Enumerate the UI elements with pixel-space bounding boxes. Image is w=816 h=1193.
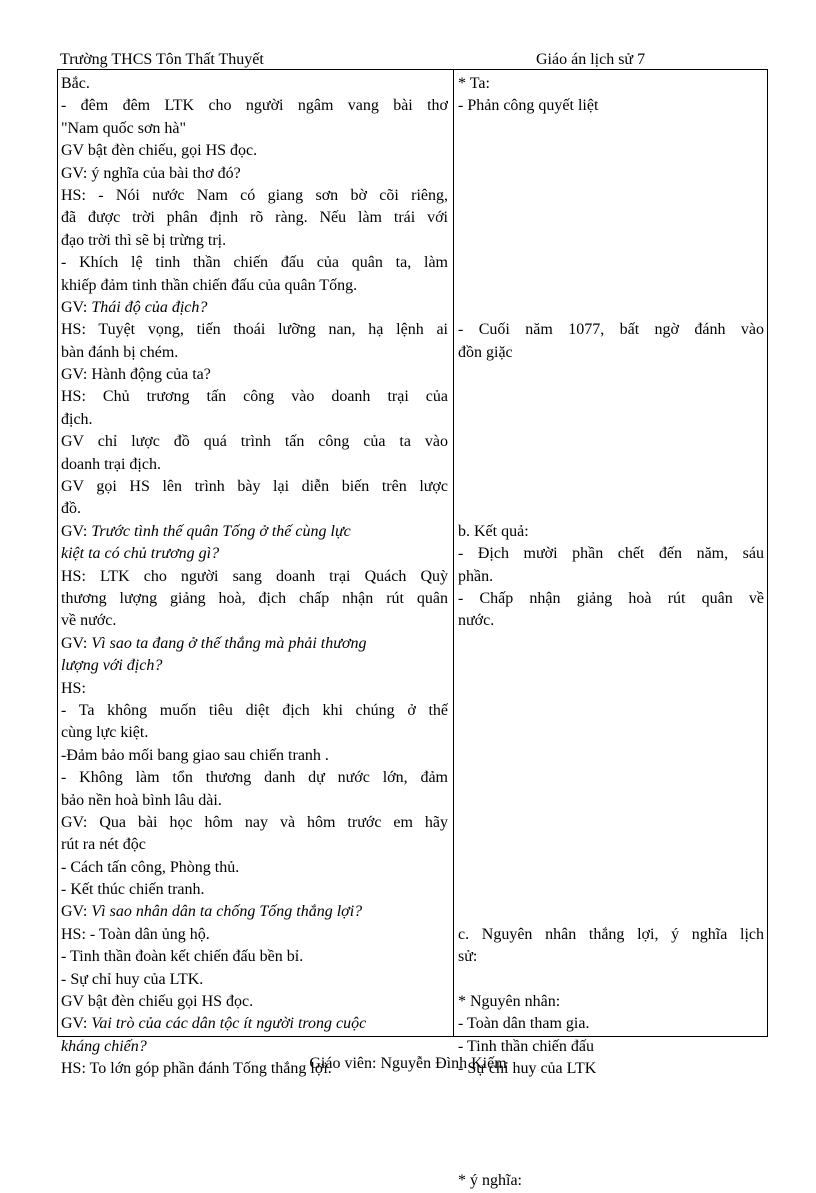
gv-prefix: GV:	[61, 1015, 88, 1033]
question-text: Thái độ của địch?	[91, 298, 208, 316]
meaning-heading: * ý nghĩa:	[458, 1172, 522, 1190]
text-line: đã được trời phân định rõ ràng. Nếu làm trái với	[61, 209, 448, 227]
gv-prefix: GV:	[61, 298, 88, 316]
text-line: về nước.	[61, 612, 117, 630]
text-line: HS: Tuyệt vọng, tiến thoái lưỡng nan, hạ lệnh ai	[61, 321, 448, 339]
cause-heading: c. Nguyên nhân thắng lợi, ý nghĩa lịch	[458, 925, 764, 943]
text-line: GV gọi HS lên trình bày lại diễn biến trên lược	[61, 478, 448, 496]
text-line: cùng lực kiệt.	[61, 724, 149, 742]
text-line: HS: - Toàn dân ủng hộ.	[61, 925, 210, 943]
text-line: GV: Hành động của ta?	[61, 366, 211, 384]
text-line: đạo trời thì sẽ bị trừng trị.	[61, 231, 227, 249]
question-text: Vì sao ta đang ở thế thắng mà phải thương	[91, 634, 367, 652]
question-text: Vì sao nhân dân ta chống Tống thắng lợi?	[91, 903, 363, 921]
text-line: - Cách tấn công, Phòng thủ.	[61, 858, 240, 876]
text-line: - Chấp nhận giảng hoà rút quân về	[458, 589, 764, 607]
page-header	[60, 50, 770, 70]
text-line: bảo nền hoà bình lâu dài.	[61, 791, 222, 809]
text-line: khiếp đảm tinh thần chiến đấu của quân Tống.	[61, 276, 358, 294]
ta-heading: * Ta:	[458, 75, 490, 92]
text-line: - Tinh thần đoàn kết chiến đấu bền bỉ.	[61, 948, 304, 966]
text-line: - Địch mười phần chết đến năm, sáu	[458, 545, 764, 563]
text-line: "Nam quốc sơn hà"	[61, 119, 187, 137]
text-line: GV bật đèn chiếu, gọi HS đọc.	[61, 142, 258, 160]
result-heading: b. Kết quả:	[458, 522, 529, 540]
text-line: HS: Chủ trương tấn công vào doanh trại của	[61, 388, 448, 406]
text-line	[61, 901, 448, 923]
text-line: - Ta không muốn tiêu diệt địch khi chúng ở thế	[61, 701, 448, 719]
text-line: bàn đánh bị chém.	[61, 343, 179, 361]
gv-prefix: GV:	[61, 522, 88, 540]
cause-subheading: * Nguyên nhân:	[458, 993, 561, 1011]
subject-title: Giáo án lịch sử 7	[536, 51, 646, 68]
gv-prefix: GV:	[61, 634, 88, 652]
text-line: địch.	[61, 410, 93, 428]
text-line: - Phản công quyết liệt	[458, 97, 599, 115]
text-line	[61, 1013, 448, 1035]
text-line: HS: - Nói nước Nam có giang sơn bờ cõi riêng,	[61, 186, 448, 204]
text-line: đồ.	[61, 500, 81, 518]
text-line: - Khích lệ tinh thần chiến đấu của quân ta, làm	[61, 254, 448, 272]
gv-prefix: GV:	[61, 903, 88, 921]
column-divider	[453, 70, 454, 1036]
page-footer: Giáo viên: Nguyễn Đình Kiếm	[309, 1055, 507, 1072]
question-text-line: kiệt ta có chủ trương gì?	[61, 545, 220, 563]
text-line: - Sự chỉ huy của LTK.	[61, 970, 204, 988]
text-line: doanh trại địch.	[61, 455, 161, 473]
text-line: Bắc.	[61, 75, 90, 92]
text-line: - Toàn dân tham gia.	[458, 1015, 590, 1033]
text-line: GV: ý nghĩa của bài thơ đó?	[61, 164, 241, 182]
text-line: nước.	[458, 612, 495, 630]
school-name: Trường THCS Tôn Thất Thuyết	[60, 51, 264, 68]
text-line: -Đảm bảo mối bang giao sau chiến tranh .	[61, 746, 329, 764]
question-text-line: kháng chiến?	[61, 1037, 147, 1055]
text-line: - Không làm tổn thương danh dự nước lớn, đảm	[61, 769, 448, 787]
text-line	[61, 297, 448, 319]
question-text: Vai trò của các dân tộc ít người trong cuộc	[91, 1015, 367, 1033]
text-line	[61, 521, 448, 543]
text-line: HS: To lớn góp phần đánh Tống thắng lợi.	[61, 1060, 332, 1078]
text-line: HS:	[61, 679, 86, 697]
question-text-line: lượng với địch?	[61, 657, 163, 675]
text-line: - Kết thúc chiến tranh.	[61, 881, 205, 899]
text-line: - đêm đêm LTK cho người ngâm vang bài thơ	[61, 97, 448, 115]
text-line: phần.	[458, 567, 494, 585]
text-line: - Tinh thần chiến đấu	[458, 1037, 594, 1055]
text-line: đồn giặc	[458, 343, 513, 361]
text-line: thương lượng giảng hoà, địch chấp nhận rút quân	[61, 589, 448, 607]
text-line: rút ra nét độc	[61, 836, 146, 854]
text-line: GV bật đèn chiếu gọi HS đọc.	[61, 993, 254, 1011]
text-line: GV: Qua bài học hôm nay và hôm trước em hãy	[61, 813, 448, 831]
text-line: HS: LTK cho người sang doanh trại Quách Quỳ	[61, 567, 448, 585]
text-line: - Sự chỉ huy của LTK	[458, 1060, 597, 1078]
question-text: Trước tình thế quân Tống ở thế cùng lực	[91, 522, 351, 540]
knowledge-content-column	[458, 73, 764, 1193]
cause-heading-cont: sử:	[458, 948, 478, 966]
teacher-student-activity-column	[61, 73, 448, 1081]
text-line: - Cuối năm 1077, bất ngờ đánh vào	[458, 321, 764, 339]
text-line: GV chỉ lược đồ quá trình tấn công của ta vào	[61, 433, 448, 451]
text-line	[61, 633, 448, 655]
